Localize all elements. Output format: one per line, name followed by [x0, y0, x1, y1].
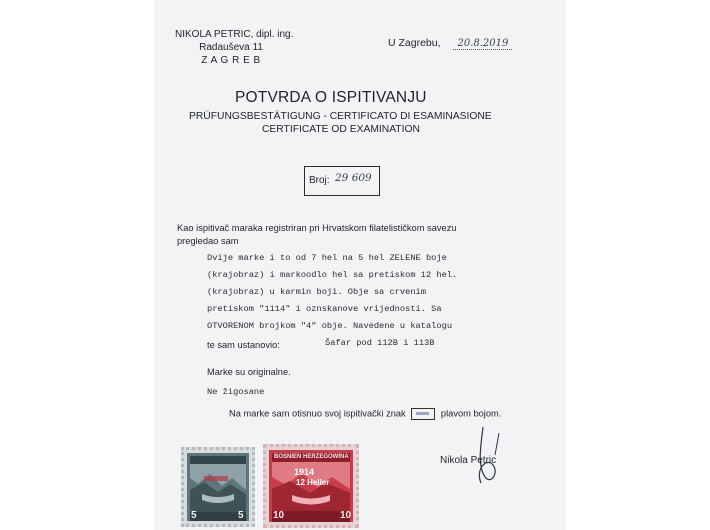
title-main: POTVRDA O ISPITIVANJU	[235, 89, 427, 106]
stamp-left	[181, 447, 255, 527]
result-label: Marke su originalne.	[207, 367, 291, 377]
stamp-left-value-right: 5	[238, 510, 244, 521]
title-sub1: PRÜFUNGSBESTÄTIGUNG - CERTIFICATO DI ESAMINASIONE	[189, 111, 492, 122]
issuer-city: Z A G R E B	[201, 55, 261, 66]
place-label: U Zagrebu,	[388, 37, 441, 49]
number-label: Broj:	[309, 175, 330, 186]
number-value: 29 609	[335, 172, 372, 184]
certificate-number-box	[304, 166, 380, 196]
stamp-right-value-right: 10	[340, 510, 352, 521]
description-line: (krajobraz) u karmin boji. Obje sa crvenim	[207, 287, 426, 297]
date-value: 20.8.2019	[453, 38, 512, 50]
intro-line-2: pregledao sam	[177, 236, 239, 246]
title-sub2: CERTIFICATE OD EXAMINATION	[262, 124, 420, 135]
catalog-reference: Šafar pod 112B i 113B	[325, 338, 435, 348]
blue-mark-icon	[416, 412, 429, 415]
stamp-left-value-left: 5	[191, 510, 197, 521]
stamp-right-value-left: 10	[273, 510, 285, 521]
mark-note-after: plavom bojom.	[440, 408, 502, 419]
description-line: (krajobraz) i markoodlo hel sa pretiskom 12 hel.	[207, 270, 458, 280]
stamp-right	[263, 444, 359, 528]
issuer-block	[175, 28, 294, 67]
description-line: Dvije marke i to od 7 hel na 5 hel ZELENE boje	[207, 253, 447, 263]
issuer-street: Radauševa 11	[199, 42, 263, 53]
examiner-mark-box	[411, 408, 435, 420]
issuer-name: NIKOLA PETRIC, dipl. ing.	[175, 29, 294, 40]
place-date	[388, 37, 512, 50]
mark-note-before: Na marke sam otisnuo svoj ispitivački znak	[229, 408, 406, 419]
description-line: OTVORENOM brojkom "4" obje. Navedene u katalogu	[207, 321, 453, 331]
mark-note	[229, 408, 501, 420]
findings-label: te sam ustanovio:	[207, 340, 280, 350]
description-block	[207, 250, 457, 335]
stamp-right-overprint-value: 12 Heller	[296, 478, 330, 487]
signature-name: Nikola Petric	[440, 455, 497, 466]
stamp-right-overprint-year: 1914	[294, 467, 315, 477]
stamp-right-country: BOSNIEN HERZEGOWINA	[274, 454, 349, 460]
intro-line-1: Kao ispitivač maraka registriran pri Hrvatskom filatelističkom savezu	[177, 223, 457, 233]
result-typed: Ne žigosane	[207, 387, 265, 397]
description-line: pretiskom "1114" i oznskanove vrijednosti. Sa	[207, 304, 442, 314]
certificate-paper	[155, 0, 565, 530]
